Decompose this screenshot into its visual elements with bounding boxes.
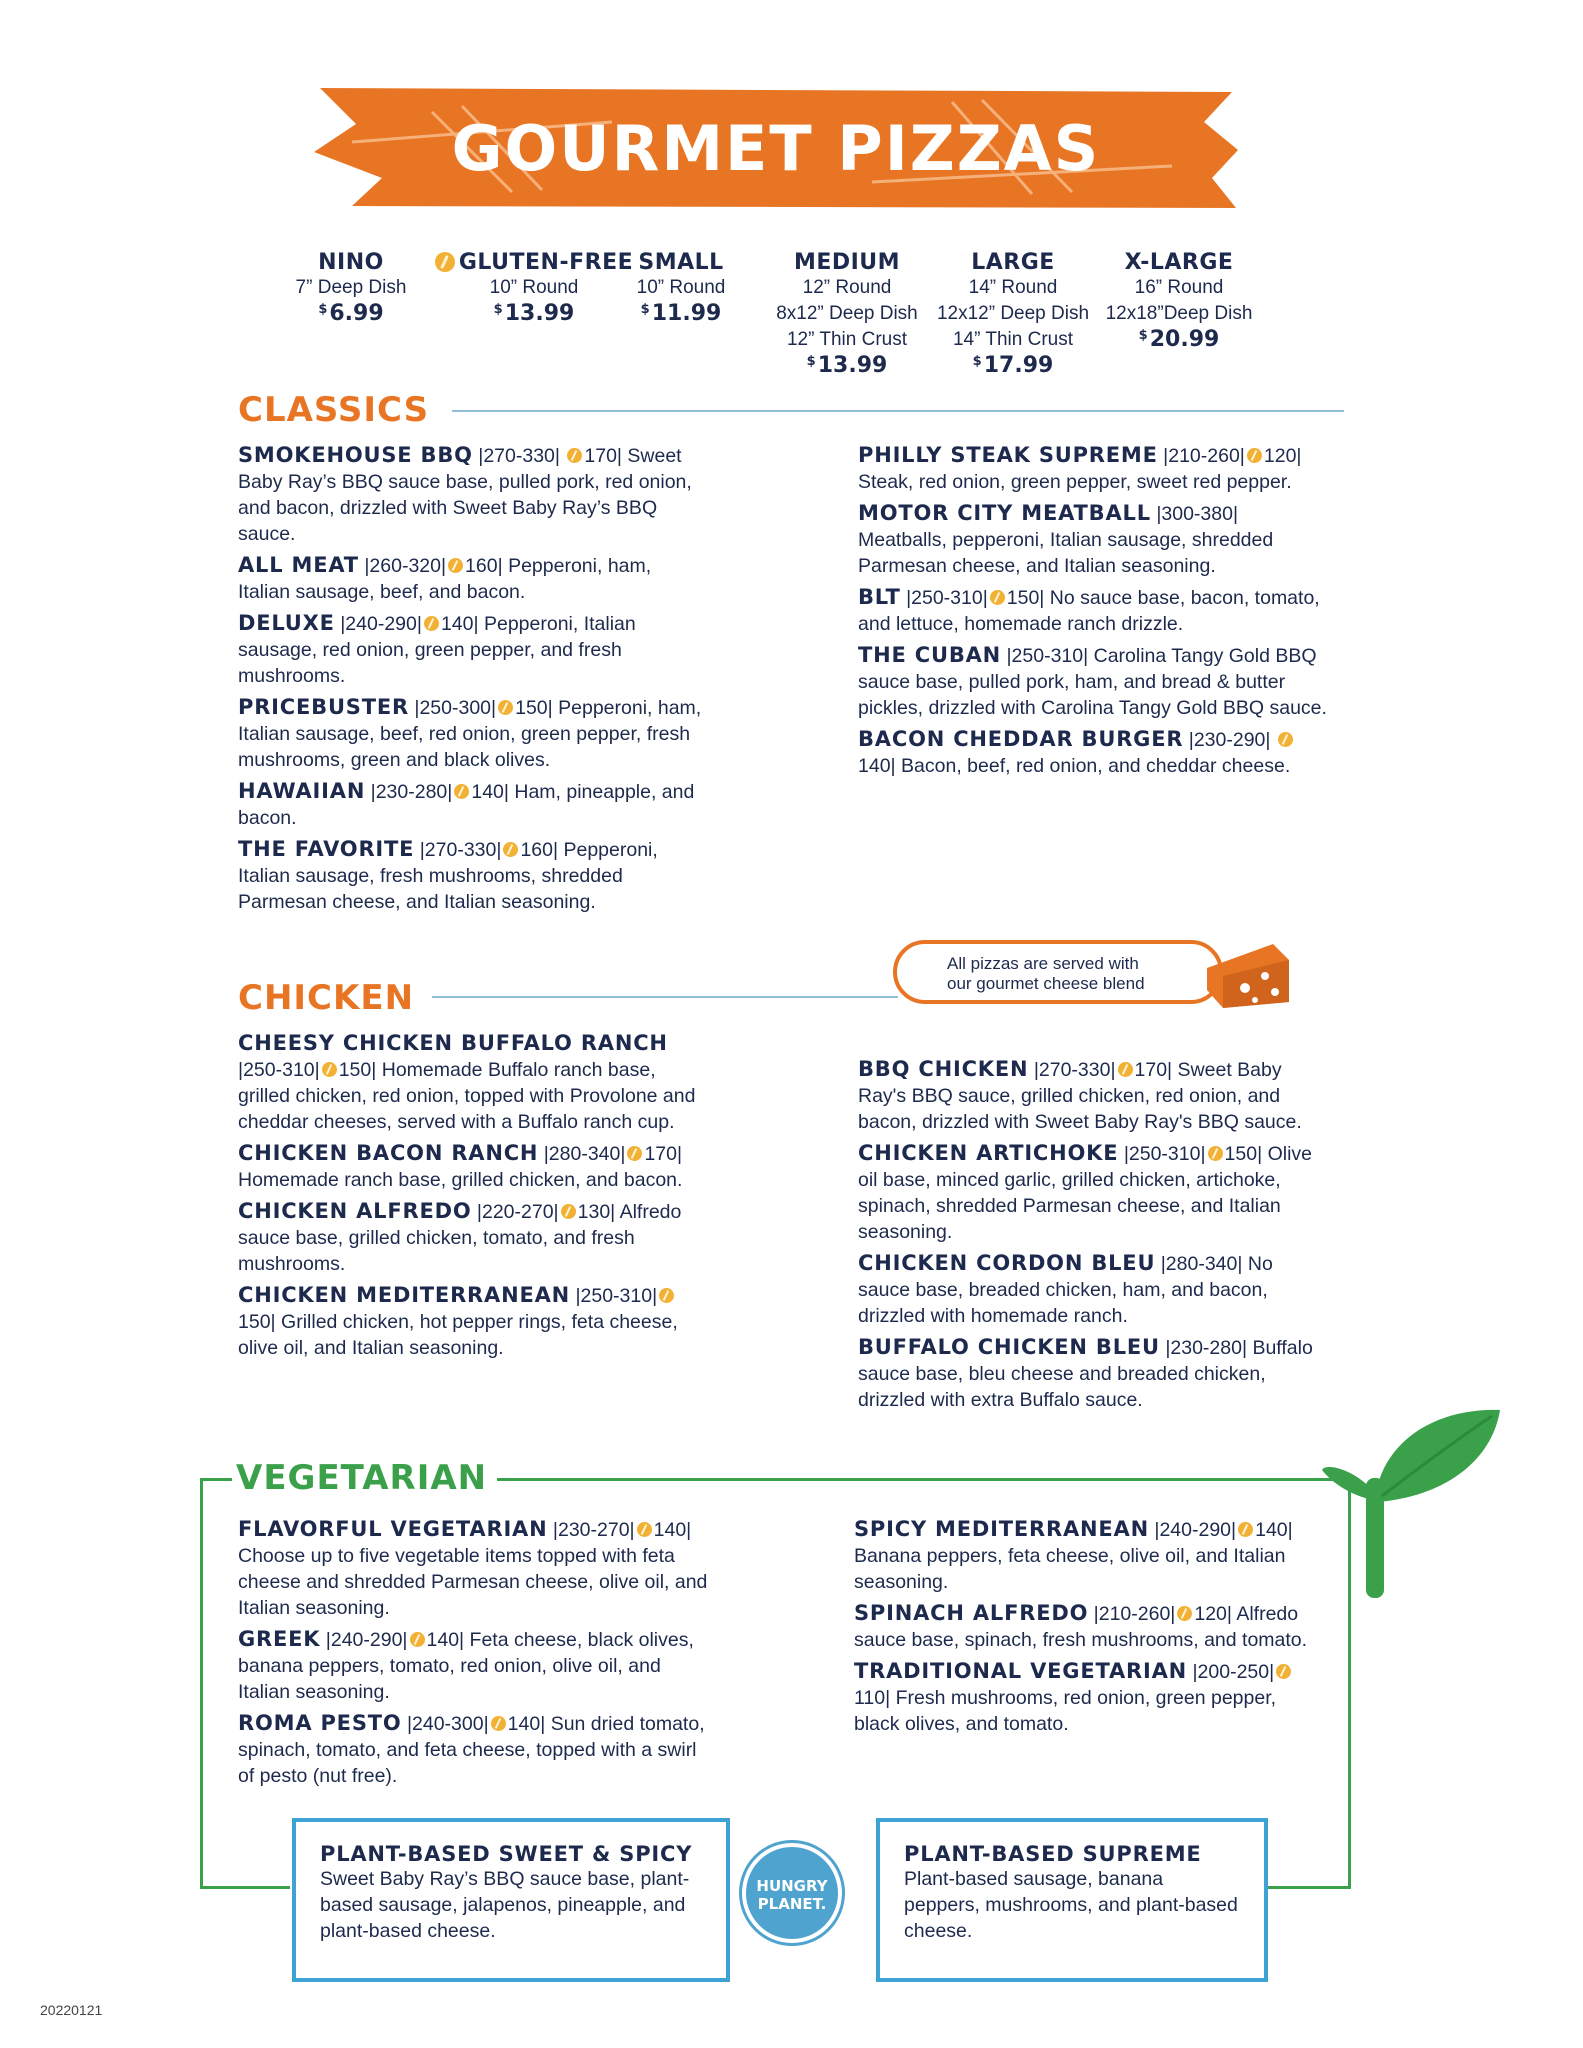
menu-item [238, 552, 708, 605]
item-text: |260-320| [364, 555, 447, 577]
item-name: BACON CHEDDAR BURGER [858, 727, 1184, 751]
item-text: 150| [338, 1059, 377, 1081]
chicken-right-column [858, 1056, 1328, 1418]
item-text: 120| [1194, 1603, 1232, 1625]
item-text: |240-290| [1154, 1519, 1237, 1541]
size-price: $11.99 [640, 301, 722, 326]
item-text: Grilled chicken, hot pepper rings, feta cheese, olive oil, and Italian seasoning. [238, 1311, 678, 1359]
menu-item [858, 1140, 1328, 1245]
size-name: SMALL [638, 250, 724, 275]
item-name: THE FAVORITE [238, 837, 415, 861]
menu-item [238, 1710, 708, 1789]
item-text: |250-310| [906, 587, 988, 609]
size-desc: 12” Thin Crust [786, 329, 908, 350]
size-x-large [1084, 250, 1274, 352]
item-text: |250-310| [1123, 1143, 1206, 1165]
item-name: ROMA PESTO [238, 1711, 402, 1735]
item-text: |300-380| [1156, 503, 1239, 525]
size-price: $20.99 [1138, 327, 1220, 352]
item-text: |230-270| [552, 1519, 635, 1541]
size-price: $6.99 [318, 301, 384, 326]
cheese-icon [1203, 940, 1293, 1012]
item-name: PRICEBUSTER [238, 695, 409, 719]
item-text: |270-330| [1033, 1059, 1116, 1081]
size-large [918, 250, 1108, 378]
item-name: MOTOR CITY MEATBALL [858, 501, 1151, 525]
item-text: |250-310| [575, 1285, 658, 1307]
menu-item [858, 1250, 1328, 1329]
section-title-chicken: CHICKEN [238, 978, 415, 1018]
menu-item [238, 694, 708, 773]
item-text: Sun dried tomato, spinach, tomato, and feta cheese, topped with a swirl of pesto (nut free). [238, 1713, 705, 1787]
document-code: 20220121 [40, 2002, 103, 2018]
chicken-left-column [238, 1030, 708, 1366]
item-text: |270-330| [419, 839, 502, 861]
size-price-row [0, 250, 1583, 390]
section-divider [432, 996, 898, 998]
item-name: CHICKEN BACON RANCH [238, 1141, 539, 1165]
size-desc: 12x18”Deep Dish [1105, 303, 1253, 324]
item-name: SMOKEHOUSE BBQ [238, 443, 473, 467]
item-name: BUFFALO CHICKEN BLEU [858, 1335, 1160, 1359]
plant-based-supreme-card [876, 1818, 1268, 1982]
item-text: Meatballs, pepperoni, Italian sausage, shredded Parmesan cheese, and Italian seasoning. [858, 529, 1274, 577]
size-name: NINO [318, 250, 384, 275]
item-text: |250-300| [414, 697, 497, 719]
item-text: |230-280| [370, 781, 453, 803]
item-name: CHICKEN ALFREDO [238, 1199, 472, 1223]
menu-item [858, 726, 1328, 779]
size-desc: 8x12” Deep Dish [776, 303, 918, 324]
size-medium [752, 250, 942, 378]
item-name: SPINACH ALFREDO [854, 1601, 1089, 1625]
menu-item [238, 1516, 708, 1621]
size-desc: 14” Round [968, 277, 1058, 298]
item-text: Fresh mushrooms, red onion, green pepper, black olives, and tomato. [854, 1687, 1277, 1735]
size-name: MEDIUM [793, 250, 901, 275]
item-text: |250-310| [238, 1059, 320, 1081]
gluten-free-icon [491, 1716, 506, 1731]
menu-item [238, 1140, 708, 1193]
item-name: CHICKEN ARTICHOKE [858, 1141, 1119, 1165]
gluten-free-icon [1247, 448, 1262, 463]
item-text: Pepperoni, ham, Italian sausage, beef, red onion, green pepper, fresh mushrooms, green and black olives. [238, 697, 702, 771]
item-text: Pepperoni, Italian sausage, fresh mushrooms, shredded Parmesan cheese, and Italian seasoning. [238, 839, 658, 913]
item-text: 140| [858, 755, 896, 777]
menu-item [858, 584, 1328, 637]
menu-item [238, 610, 708, 689]
item-text: Steak, red onion, green pepper, sweet red pepper. [858, 471, 1292, 493]
gluten-free-icon [1177, 1606, 1192, 1621]
size-small [586, 250, 776, 326]
gluten-free-icon [435, 252, 455, 272]
section-divider [452, 410, 1344, 412]
menu-item [238, 1198, 708, 1277]
menu-item [858, 1334, 1328, 1413]
item-text: 140| [1255, 1519, 1293, 1541]
plant-based-sweet-spicy-card [292, 1818, 730, 1982]
gluten-free-icon [637, 1522, 652, 1537]
item-text: |270-330| [478, 445, 560, 467]
item-text: 110| [854, 1687, 891, 1709]
gluten-free-icon [498, 700, 513, 715]
classics-left-column [238, 442, 708, 920]
size-name: X-LARGE [1124, 250, 1234, 275]
item-text: Pepperoni, ham, Italian sausage, beef, and bacon. [238, 555, 652, 603]
page-title: GOURMET PIZZAS [451, 112, 1101, 185]
gluten-free-icon [567, 448, 582, 463]
size-desc: 14” Thin Crust [952, 329, 1074, 350]
menu-item [238, 836, 708, 915]
menu-item [858, 642, 1328, 721]
item-text: |280-340| [1160, 1253, 1243, 1275]
menu-item [854, 1600, 1324, 1653]
item-text: Pepperoni, Italian sausage, red onion, green pepper, and fresh mushrooms. [238, 613, 636, 687]
gluten-free-icon [503, 842, 518, 857]
item-name: TRADITIONAL VEGETARIAN [854, 1659, 1188, 1683]
item-name: ALL MEAT [238, 553, 359, 577]
item-name: PHILLY STEAK SUPREME [858, 443, 1158, 467]
menu-item [238, 442, 708, 547]
item-text: |210-260| [1163, 445, 1245, 467]
gluten-free-icon [990, 590, 1005, 605]
item-text: Sweet Baby Ray's BBQ sauce, grilled chicken, red onion, and bacon, drizzled with Sweet Baby Ray's BBQ sauce. [858, 1059, 1302, 1133]
item-name: CHICKEN MEDITERRANEAN [238, 1283, 571, 1307]
size-nino [256, 250, 446, 326]
gluten-free-icon [1278, 732, 1293, 747]
item-text: 140| [507, 1713, 546, 1735]
item-text: 150| [1224, 1143, 1263, 1165]
gluten-free-icon [410, 1632, 425, 1647]
item-text: Feta cheese, black olives, banana peppers, tomato, red onion, olive oil, and Italian seasoning. [238, 1629, 694, 1703]
plant-based-desc: Sweet Baby Ray’s BBQ sauce base, plant-based sausage, jalapenos, pineapple, and plant-based cheese. [320, 1868, 690, 1942]
gluten-free-icon [424, 616, 439, 631]
menu-item [858, 442, 1328, 495]
item-text: |220-270| [476, 1201, 559, 1223]
item-text: 150| [238, 1311, 276, 1333]
item-text: 140| [471, 781, 509, 803]
item-text: Banana peppers, feta cheese, olive oil, and Italian seasoning. [854, 1545, 1286, 1593]
section-title-classics: CLASSICS [238, 390, 430, 430]
item-name: THE CUBAN [858, 643, 1002, 667]
vegetarian-frame-bottom-left [200, 1886, 290, 1889]
item-name: HAWAIIAN [238, 779, 366, 803]
gluten-free-icon [627, 1146, 642, 1161]
item-text: Alfredo sauce base, grilled chicken, tomato, and fresh mushrooms. [238, 1201, 682, 1275]
size-price: $13.99 [493, 301, 575, 326]
item-text: No sauce base, breaded chicken, ham, and bacon, drizzled with homemade ranch. [858, 1253, 1273, 1327]
item-name: GREEK [238, 1627, 321, 1651]
item-text: No sauce base, bacon, tomato, and lettuce, homemade ranch drizzle. [858, 587, 1320, 635]
vegetarian-left-column [238, 1516, 708, 1794]
item-text: |230-280| [1165, 1337, 1248, 1359]
gluten-free-icon [561, 1204, 576, 1219]
vegetarian-right-column [854, 1516, 1324, 1742]
menu-item [238, 1626, 708, 1705]
item-text: |200-250| [1192, 1661, 1275, 1683]
size-desc: 12” Round [802, 277, 892, 298]
item-text: Carolina Tangy Gold BBQ sauce base, pulled pork, ham, and bread & butter pickles, drizzled with Carolina Tangy Gold BBQ sauce. [858, 645, 1327, 719]
item-text: Buffalo sauce base, bleu cheese and breaded chicken, drizzled with extra Buffalo sauce. [858, 1337, 1313, 1411]
plant-based-desc: Plant-based sausage, banana peppers, mushrooms, and plant-based cheese. [904, 1868, 1238, 1942]
item-text: 150| [1006, 587, 1045, 609]
menu-item [238, 1030, 708, 1135]
item-text: |230-290| [1188, 729, 1271, 751]
item-text: Alfredo sauce base, spinach, fresh mushrooms, and tomato. [854, 1603, 1308, 1651]
vegetarian-frame-bottom-right [1266, 1886, 1351, 1889]
size-name: GLUTEN-FREE [458, 250, 634, 275]
item-text: |250-310| [1006, 645, 1089, 667]
item-text: 160| [465, 555, 503, 577]
item-text: |240-290| [325, 1629, 408, 1651]
size-price: $17.99 [972, 353, 1054, 378]
gluten-free-icon [454, 784, 469, 799]
item-text: 120| [1263, 445, 1302, 467]
item-text: Olive oil base, minced garlic, grilled chicken, artichoke, spinach, shredded Parmesan cheese, and Italian seasoning. [858, 1143, 1312, 1243]
item-name: FLAVORFUL VEGETARIAN [238, 1517, 548, 1541]
menu-item [854, 1516, 1324, 1595]
item-text: 140| [653, 1519, 692, 1541]
title-banner [312, 82, 1240, 214]
item-text: Ham, pineapple, and bacon. [238, 781, 695, 829]
item-name: CHEESY CHICKEN BUFFALO RANCH [238, 1031, 668, 1055]
item-name: SPICY MEDITERRANEAN [854, 1517, 1149, 1541]
plant-based-title: PLANT-BASED SUPREME [904, 1842, 1202, 1866]
size-desc: 10” Round [489, 277, 579, 298]
gluten-free-icon [1118, 1062, 1133, 1077]
gluten-free-icon [322, 1062, 337, 1077]
size-desc: 7” Deep Dish [295, 277, 407, 298]
item-text: |280-340| [543, 1143, 626, 1165]
item-text: Sweet Baby Ray’s BBQ sauce base, pulled pork, red onion, and bacon, drizzled with Sweet Baby Ray’s BBQ sauce. [238, 445, 692, 545]
item-text: 160| [520, 839, 559, 861]
gluten-free-icon [448, 558, 463, 573]
item-name: DELUXE [238, 611, 335, 635]
menu-item [854, 1658, 1324, 1737]
size-desc: 12x12” Deep Dish [936, 303, 1090, 324]
gluten-free-icon [1276, 1664, 1291, 1679]
item-text: Bacon, beef, red onion, and cheddar cheese. [901, 755, 1291, 777]
item-text: 170| [584, 445, 622, 467]
leaf-sprout-icon [1316, 1400, 1506, 1600]
cheese-blend-note: All pizzas are served with our gourmet cheese blend [893, 940, 1223, 1004]
item-text: |240-290| [340, 613, 422, 635]
hungry-planet-logo: HUNGRY PLANET. [742, 1843, 842, 1943]
classics-right-column [858, 442, 1328, 784]
size-desc: 10” Round [636, 277, 726, 298]
menu-item [858, 500, 1328, 579]
item-text: 130| [577, 1201, 616, 1223]
item-text: Homemade ranch base, grilled chicken, and bacon. [238, 1169, 683, 1191]
gluten-free-icon [1208, 1146, 1223, 1161]
item-text: 170| [644, 1143, 683, 1165]
item-text: |240-300| [406, 1713, 489, 1735]
item-text: 140| [426, 1629, 465, 1651]
menu-item [858, 1056, 1328, 1135]
gluten-free-icon [659, 1288, 674, 1303]
item-text: 150| [515, 697, 553, 719]
menu-item [238, 778, 708, 831]
gluten-free-icon [1238, 1522, 1253, 1537]
item-name: BLT [858, 585, 901, 609]
item-name: BBQ CHICKEN [858, 1057, 1029, 1081]
size-desc: 16” Round [1134, 277, 1224, 298]
size-name: LARGE [971, 250, 1055, 275]
item-text: 170| [1134, 1059, 1173, 1081]
plant-based-title: PLANT-BASED SWEET & SPICY [320, 1842, 693, 1866]
menu-item [238, 1282, 708, 1361]
item-text: Homemade Buffalo ranch base, grilled chicken, red onion, topped with Provolone and cheddar cheeses, served with a Buffalo ranch cup. [238, 1059, 696, 1133]
section-title-vegetarian: VEGETARIAN [232, 1458, 497, 1498]
item-text: |210-260| [1093, 1603, 1176, 1625]
size-price: $13.99 [806, 353, 888, 378]
item-text: Choose up to five vegetable items topped with feta cheese and shredded Parmesan cheese, olive oil, and Italian seasoning. [238, 1545, 708, 1619]
item-name: CHICKEN CORDON BLEU [858, 1251, 1156, 1275]
item-text: 140| [440, 613, 479, 635]
